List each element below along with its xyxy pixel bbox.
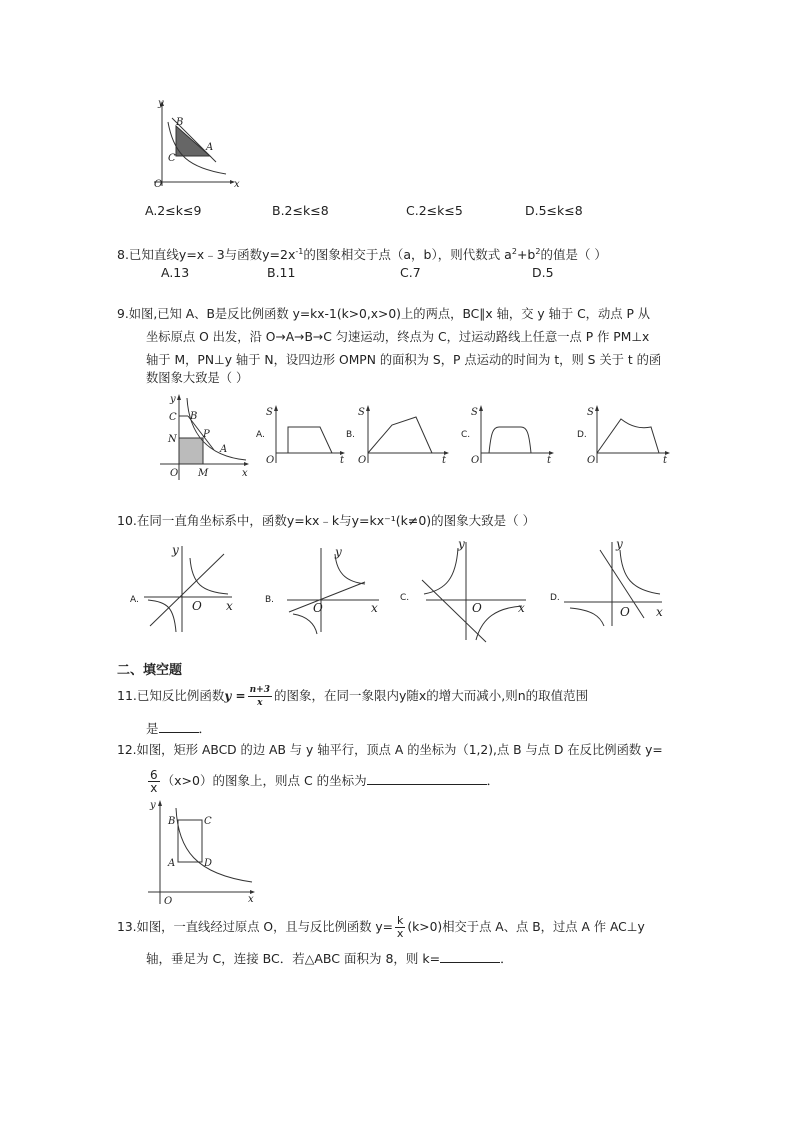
q9-figure: [158, 392, 253, 482]
q11-answer-blank[interactable]: [159, 720, 199, 733]
q7-option-b[interactable]: B.2≤k≤8: [272, 203, 329, 218]
q8-option-c[interactable]: C.7: [400, 265, 421, 280]
q12-label-b: B: [168, 816, 176, 827]
q10-b-axis-x: x: [371, 601, 378, 615]
q10-a-axis-y: y: [172, 543, 179, 557]
q8-text: 8.已知直线y=x﹣3与函数$y=2x^{-1}$的图象相交于点（a，b），则代数式 $a^2+b^2$的值是（ ）: [117, 247, 607, 263]
q10-c-axis-x: x: [518, 601, 525, 615]
q9-label-a: A: [220, 444, 228, 455]
q10-c-axis-y: y: [458, 537, 465, 551]
q10-d-label: D.: [550, 593, 560, 603]
q11-line2: 是 ．: [146, 721, 212, 736]
q12-answer-blank[interactable]: [367, 772, 487, 785]
q9-c-label: C.: [461, 430, 471, 440]
q9-line2: 坐标原点 O 出发，沿 O→A→B→C 匀速运动，终点为 C，过运动路线上任意一点 P 作 PM⊥x: [146, 330, 650, 344]
q10-a-axis-o: O: [192, 599, 202, 613]
q9-line3: 轴于 M，PN⊥y 轴于 N，设四边形 OMPN 的面积为 S，P 点运动的时间为 t，则 S 关于 t 的函: [146, 353, 662, 367]
q9-label-x: x: [242, 468, 248, 479]
q7-figure: [150, 100, 240, 190]
q10-d-axis-y: y: [616, 537, 623, 551]
q12-label-x: x: [248, 894, 254, 905]
q10-graph-c[interactable]: [398, 538, 533, 643]
q7-label-y: y: [158, 98, 164, 109]
q7-option-a[interactable]: A.2≤k≤9: [145, 203, 202, 218]
q9-graph-a[interactable]: [254, 405, 349, 465]
q8-option-b[interactable]: B.11: [267, 265, 296, 280]
q9-label-p: P: [203, 429, 210, 440]
q9-d-axis-s: S: [587, 407, 594, 418]
q7-option-c[interactable]: C.2≤k≤5: [406, 203, 463, 218]
q9-label-m: M: [198, 468, 209, 479]
section-title: 二、填空题: [117, 663, 183, 678]
q12-label-o: O: [164, 896, 173, 907]
q10-graph-a[interactable]: [128, 540, 238, 635]
q13-line1: 13.如图，一直线经过原点 O，且与反比例函数 y= $\frac{k}{x}$ (k>0)相交于点 A、点 B，过点 A 作 AC⊥y: [117, 914, 645, 940]
q9-a-axis-o: O: [266, 455, 275, 466]
q7-label-a: A: [206, 142, 214, 153]
q9-label-n: N: [168, 434, 177, 445]
q9-label-o: O: [170, 468, 179, 479]
q9-line1: 9.如图,已知 A、B是反比例函数 y=kx-1(k>0,x>0)上的两点，BC∥x 轴，交 y 轴于 C，动点 P 从: [117, 307, 651, 321]
q9-b-label: B.: [346, 430, 356, 440]
q7-label-c: C: [168, 153, 176, 164]
q12-label-y: y: [150, 800, 156, 811]
q10-c-axis-o: O: [472, 601, 482, 615]
q7-label-o: O: [154, 179, 163, 190]
q9-graph-b[interactable]: [344, 405, 454, 465]
q10-a-label: A.: [130, 595, 139, 605]
q9-c-axis-o: O: [471, 455, 480, 466]
rectangle-abcd: [178, 820, 202, 862]
q9-a-label: A.: [256, 430, 265, 440]
q7-label-b: B: [176, 117, 184, 128]
q8-option-d[interactable]: D.5: [532, 265, 554, 280]
q12-figure: [140, 798, 260, 908]
q10-b-axis-y: y: [335, 545, 342, 559]
q13-answer-blank[interactable]: [440, 950, 500, 963]
q10-graph-d[interactable]: [548, 538, 668, 628]
q9-d-axis-t: t: [663, 455, 668, 466]
hatched-rect: [179, 438, 203, 464]
q9-graph-d[interactable]: [575, 405, 675, 465]
q8-option-a[interactable]: A.13: [161, 265, 190, 280]
q12-line2: $\frac{6}{x}$ （x>0）的图象上，则点 C 的坐标为 ．: [150, 768, 500, 795]
q9-a-axis-s: S: [266, 407, 273, 418]
q12-label-a: A: [168, 858, 176, 869]
q10-d-axis-x: x: [656, 605, 663, 619]
q9-b-axis-o: O: [358, 455, 367, 466]
q12-line1: 12.如图，矩形 ABCD 的边 AB 与 y 轴平行，顶点 A 的坐标为（1,2),点 B 与点 D 在反比例函数 y=: [117, 743, 663, 757]
q9-c-axis-t: t: [547, 455, 552, 466]
q9-c-axis-s: S: [471, 407, 478, 418]
q7-option-d[interactable]: D.5≤k≤8: [525, 203, 583, 218]
q9-label-y: y: [170, 394, 176, 405]
q10-a-axis-x: x: [226, 599, 233, 613]
q10-text: 10.在同一直角坐标系中，函数y=kx﹣k与y=kx⁻¹(k≠0)的图象大致是（ ）: [117, 513, 536, 528]
q10-c-label: C.: [400, 593, 410, 603]
q9-a-axis-t: t: [340, 455, 345, 466]
q12-label-d: D: [204, 858, 213, 869]
q9-b-axis-s: S: [358, 407, 365, 418]
q9-line4: 数图象大致是（ ）: [146, 371, 249, 385]
q9-label-c: C: [169, 412, 177, 423]
q10-b-label: B.: [265, 595, 275, 605]
q9-b-axis-t: t: [442, 455, 447, 466]
q7-label-x: x: [234, 179, 240, 190]
q9-label-b: B: [190, 411, 198, 422]
q10-b-axis-o: O: [313, 601, 323, 615]
q9-graph-c[interactable]: [459, 405, 559, 465]
q10-graph-b[interactable]: [263, 540, 383, 635]
q9-d-axis-o: O: [587, 455, 596, 466]
q12-label-c: C: [204, 816, 212, 827]
q11-line1: 11.已知反比例函数y = $\frac{n+3}{x}$ 的图象，在同一象限内y随x的增大而减小,则n的取值范围: [117, 685, 589, 708]
q13-line2: 轴，垂足为 C，连接 BC．若△ABC 面积为 8，则 k= ．: [146, 951, 513, 966]
q10-d-axis-o: O: [620, 605, 630, 619]
q9-d-label: D.: [577, 430, 587, 440]
